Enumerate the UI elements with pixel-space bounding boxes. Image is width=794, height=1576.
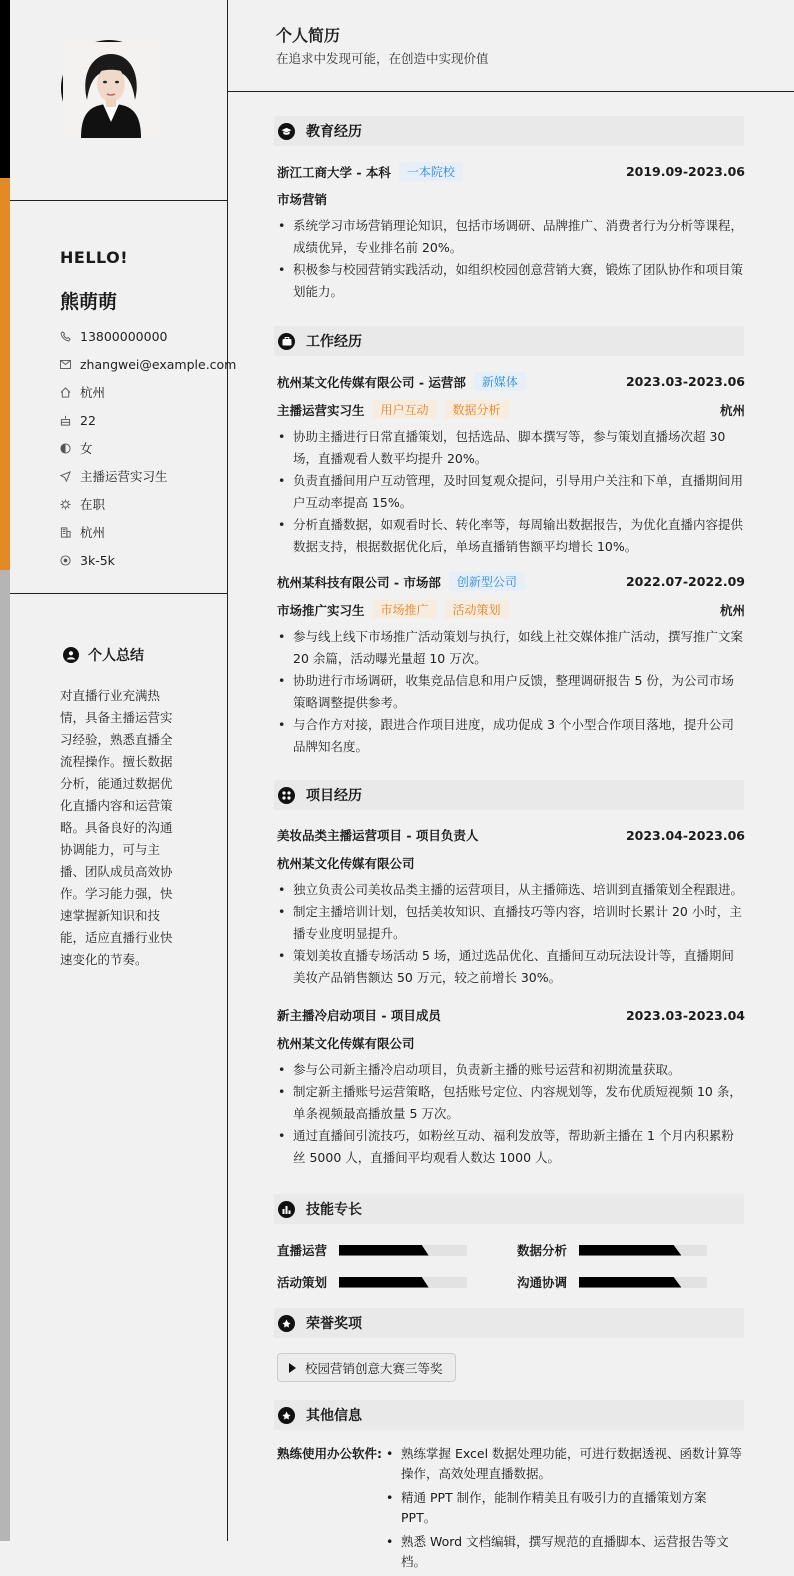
info-row-position (60, 462, 225, 490)
project-1-name: 美妆品类主播运营项目 - 项目负责人 (277, 828, 479, 843)
star-icon (278, 1407, 295, 1424)
briefcase-icon (278, 333, 295, 350)
contact-info-list (60, 322, 237, 574)
skill-level-fill (579, 1277, 681, 1288)
list-item: • 与合作方对接，跟进合作项目进度，成功促成 3 个小型合作项目落地，提升公司品牌知名度。 (277, 714, 745, 758)
education-bullets (277, 215, 745, 303)
list-item: • 通过直播间引流技巧，如粉丝互动、福利发放等，帮助新主播在 1 个月内积累粉丝 5000 人，直播间平均观看人数达 1000 人。 (277, 1125, 745, 1169)
skill-level-fill (339, 1277, 429, 1288)
list-item: • 精通 PPT 制作，能制作精美且有吸引力的直播策划方案 PPT。 (385, 1488, 745, 1528)
list-item: • 制定新主播账号运营策略，包括账号定位、内容规划等，发布优质短视频 10 条，单条视频最高播放量 5 万次。 (277, 1081, 745, 1125)
other-section-header (274, 1400, 744, 1430)
mail-icon (60, 360, 80, 369)
project-1-bullets (277, 879, 745, 989)
salary-icon (60, 555, 80, 566)
skill-item (277, 1241, 467, 1259)
info-location-text: 杭州 (80, 385, 106, 400)
job-2-company-tag: 创新型公司 (449, 572, 525, 591)
page-subtitle: 在追求中发现可能，在创造中实现价值 (276, 51, 489, 66)
skill-name: 直播运营 (277, 1243, 328, 1258)
info-city-text: 杭州 (80, 525, 106, 540)
skill-item (517, 1273, 707, 1291)
skill-level-bar (579, 1245, 707, 1256)
job-2-company-line (277, 572, 745, 591)
education-major-line (277, 190, 745, 208)
header-divider (228, 91, 794, 92)
list-item: • 负责直播间用户互动管理，及时回复观众提问，引导用户关注和下单，直播期间用户互动率提高 15%。 (277, 470, 745, 514)
job-2-bullets (277, 626, 745, 758)
skill-level-bar (339, 1277, 467, 1288)
project-2-name-line (277, 1006, 745, 1024)
sidebar-divider-bottom (10, 593, 228, 594)
main-content (228, 0, 794, 1569)
info-row-city (60, 518, 225, 546)
skill-level-fill (579, 1245, 681, 1256)
person-name: 熊萌萌 (60, 291, 118, 313)
list-item: • 协助主播进行日常直播策划，包括选品、脚本撰写等，参与策划直播场次超 30 场，直播观看人数平均提升 20%。 (277, 426, 745, 470)
list-item: • 熟悉 Word 文档编辑，撰写规范的直播脚本、运营报告等文档。 (385, 1532, 745, 1572)
accent-orange-block (0, 178, 10, 570)
page-title: 个人简历 (276, 26, 341, 45)
project-1-name-line (277, 826, 745, 844)
awards-title: 荣誉奖项 (306, 1316, 362, 1332)
education-school: 浙江工商大学 - 本科 (277, 164, 391, 180)
info-row-gender (60, 434, 225, 462)
job-2-skill-tag: 活动策划 (445, 600, 509, 619)
education-major: 市场营销 (277, 192, 328, 207)
send-icon (60, 471, 80, 482)
job-1-period: 2023.03-2023.06 (625, 374, 745, 389)
project-2-bullets (277, 1059, 745, 1169)
project-2-period: 2023.03-2023.04 (625, 1007, 745, 1023)
skill-level-bar (339, 1245, 467, 1256)
greeting: HELLO! (60, 248, 129, 267)
job-1-skill-tag: 数据分析 (445, 400, 509, 419)
info-phone-text: 13800000000 (80, 328, 168, 344)
accent-black-block (0, 0, 10, 178)
info-row-email (60, 350, 237, 378)
trophy-icon (278, 1315, 295, 1332)
education-period: 2019.09-2023.06 (625, 164, 745, 179)
list-item: • 策划美妆直播专场活动 5 场，通过选品优化、直播间互动玩法设计等，直播期间美妆产品销售额达 50 万元，较之前增长 30%。 (277, 945, 745, 989)
summary-heading (63, 645, 144, 665)
info-row-location (60, 378, 225, 406)
award-item[interactable] (277, 1353, 456, 1382)
work-title: 工作经历 (306, 334, 362, 350)
list-item: • 独立负责公司美妆品类主播的运营项目，从主播筛选、培训到直播策划全程跟进。 (277, 879, 745, 901)
list-item: • 参与线上线下市场推广活动策划与执行，如线上社交媒体推广活动，撰写推广文案 20 余篇，活动曝光量超 10 万次。 (277, 626, 745, 670)
list-item: • 参与公司新主播冷启动项目，负责新主播的账号运营和初期流量获取。 (277, 1059, 745, 1081)
projects-section-header (274, 780, 744, 810)
project-1-period: 2023.04-2023.06 (625, 827, 745, 843)
job-2-role-line (277, 600, 745, 619)
user-icon (63, 647, 79, 663)
project-1-company-line (277, 854, 745, 872)
sidebar (10, 0, 237, 1541)
building-icon (60, 527, 80, 538)
info-row-age (60, 406, 225, 434)
job-2-role: 市场推广实习生 (277, 602, 365, 618)
office-skills-bullets (385, 1444, 745, 1576)
info-row-status (60, 490, 225, 518)
award-text: 校园营销创意大赛三等奖 (305, 1360, 443, 1376)
awards-section-header (274, 1308, 744, 1338)
job-2-period: 2022.07-2022.09 (625, 574, 745, 589)
grid-icon (278, 787, 295, 804)
list-item: • 分析直播数据，如观看时长、转化率等，每周输出数据报告，为优化直播内容提供数据支持，根据数据优化后，单场直播销售额平均增长 10%。 (277, 514, 745, 558)
bar-chart-icon (278, 1201, 295, 1218)
education-tag: 一本院校 (399, 162, 463, 181)
home-icon (60, 387, 80, 398)
job-1-skill-tag: 用户互动 (373, 400, 437, 419)
info-salary-text: 3k-5k (80, 552, 115, 568)
info-age-text: 22 (80, 412, 96, 428)
job-2-company: 杭州某科技有限公司 - 市场部 (277, 574, 441, 590)
list-item: • 协助进行市场调研，收集竞品信息和用户反馈，整理调研报告 5 份，为公司市场策略调整提供参考。 (277, 670, 745, 714)
cake-icon (60, 415, 80, 426)
project-1-company: 杭州某文化传媒有限公司 (277, 856, 415, 871)
office-skills-label: 熟练使用办公软件: (277, 1446, 382, 1461)
project-2-company: 杭州某文化传媒有限公司 (277, 1036, 415, 1051)
info-row-phone (60, 322, 225, 350)
left-accent-strip (0, 0, 10, 1541)
projects-title: 项目经历 (306, 788, 362, 804)
skills-section-header (274, 1194, 744, 1224)
skill-item (517, 1241, 707, 1259)
skills-title: 技能专长 (306, 1202, 362, 1218)
job-1-bullets (277, 426, 745, 558)
education-title: 教育经历 (306, 124, 362, 140)
play-triangle-icon (289, 1363, 296, 1373)
job-1-role: 主播运营实习生 (277, 402, 365, 418)
skill-item (277, 1273, 467, 1291)
job-2-skill-tag: 市场推广 (373, 600, 437, 619)
sidebar-divider-top (10, 200, 228, 201)
list-item: • 熟练掌握 Excel 数据处理功能，可进行数据透视、函数计算等操作，高效处理直播数据。 (385, 1444, 745, 1484)
job-1-role-line (277, 400, 745, 419)
other-title: 其他信息 (306, 1408, 362, 1424)
info-gender-text: 女 (80, 441, 93, 456)
status-icon (60, 499, 80, 510)
info-position-text: 主播运营实习生 (80, 469, 168, 484)
avatar-portrait-icon (63, 42, 159, 138)
summary-title: 个人总结 (88, 648, 144, 664)
job-1-company: 杭州某文化传媒有限公司 - 运营部 (277, 374, 466, 390)
list-item: • 制定主播培训计划，包括美妆知识、直播技巧等内容，培训时长累计 20 小时，主播专业度明显提升。 (277, 901, 745, 945)
info-status-text: 在职 (80, 497, 106, 512)
summary-text: 对直播行业充满热情，具备主播运营实习经验，熟悉直播全流程操作。擅长数据分析，能通过数据优化直播内容和运营策略。具备良好的沟通协调能力，可与主播、团队成员高效协作。学习能力强，快速掌握新知识和技能，适应直播行业快速变化的节奏。 (60, 688, 173, 967)
list-item: • 积极参与校园营销实践活动，如组织校园创意营销大赛，锻炼了团队协作和项目策划能力。 (277, 259, 745, 303)
job-2-city: 杭州 (719, 602, 745, 618)
education-school-line (277, 162, 745, 181)
skill-name: 活动策划 (277, 1275, 328, 1290)
skill-name: 数据分析 (517, 1243, 568, 1258)
phone-icon (60, 331, 80, 342)
project-2-name: 新主播冷启动项目 - 项目成员 (277, 1008, 441, 1023)
avatar (61, 40, 157, 136)
project-2-company-line (277, 1034, 745, 1052)
skill-level-fill (339, 1245, 429, 1256)
job-1-company-tag: 新媒体 (474, 372, 526, 391)
job-1-city: 杭州 (719, 402, 745, 418)
education-section-header (274, 116, 744, 146)
graduation-cap-icon (278, 123, 295, 140)
skill-level-bar (579, 1277, 707, 1288)
work-section-header (274, 326, 744, 356)
list-item: • 系统学习市场营销理论知识，包括市场调研、品牌推广、消费者行为分析等课程，成绩优异，专业排名前 20%。 (277, 215, 745, 259)
skill-name: 沟通协调 (517, 1275, 568, 1290)
info-row-salary (60, 546, 225, 574)
info-email-text: zhangwei@example.com (80, 356, 237, 372)
gender-icon (60, 443, 80, 454)
job-1-company-line (277, 372, 745, 391)
